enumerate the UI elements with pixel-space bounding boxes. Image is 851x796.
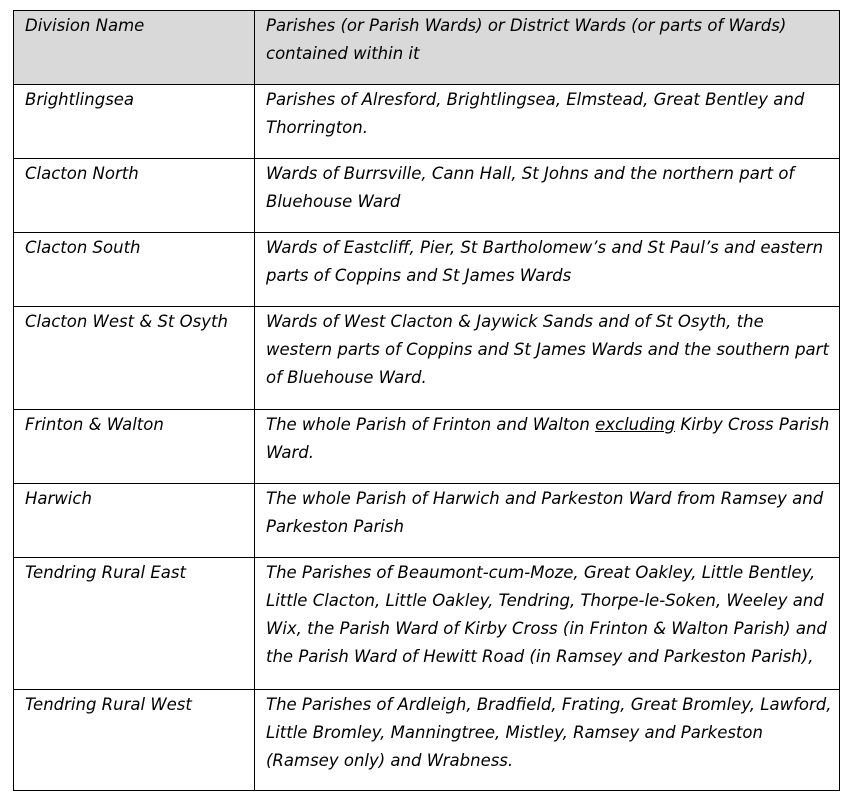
division-name-cell: Clacton South xyxy=(14,232,255,306)
division-name-cell: Harwich xyxy=(14,483,255,557)
division-name-cell: Tendring Rural West xyxy=(14,689,255,791)
division-contents-cell xyxy=(255,409,840,483)
division-contents-cell: Wards of Eastcliff, Pier, St Bartholomew’s and St Paul’s and eastern parts of Coppins and St James Wards xyxy=(255,232,840,306)
contents-emphasis-underlined: excluding xyxy=(595,414,676,434)
division-name-cell: Clacton West & St Osyth xyxy=(14,306,255,409)
table-row xyxy=(14,306,840,409)
table-header-row xyxy=(14,11,840,85)
division-name-cell: Brightlingsea xyxy=(14,84,255,158)
division-name-cell: Tendring Rural East xyxy=(14,557,255,689)
division-name-cell: Frinton & Walton xyxy=(14,409,255,483)
table-row xyxy=(14,232,840,306)
division-contents-cell: The whole Parish of Harwich and Parkeston Ward from Ramsey and Parkeston Parish xyxy=(255,483,840,557)
contents-text-before: The whole Parish of Frinton and Walton xyxy=(266,414,590,434)
division-contents-cell: Parishes of Alresford, Brightlingsea, Elmstead, Great Bentley and Thorrington. xyxy=(255,84,840,158)
table-row xyxy=(14,483,840,557)
table-row xyxy=(14,557,840,689)
table-row xyxy=(14,409,840,483)
contents-text-after: Kirby Cross Parish Ward. xyxy=(266,414,830,462)
table-row xyxy=(14,158,840,232)
divisions-table xyxy=(13,10,840,791)
division-contents-cell: The Parishes of Ardleigh, Bradfield, Frating, Great Bromley, Lawford, Little Bromley, Manningtree, Mistley, Ramsey and Parkeston (Ramsey only) and Wrabness. xyxy=(255,689,840,791)
header-division-name: Division Name xyxy=(14,11,255,85)
division-contents-cell: Wards of West Clacton & Jaywick Sands and of St Osyth, the western parts of Coppins and St James Wards and the southern part of Bluehouse Ward. xyxy=(255,306,840,409)
table-row xyxy=(14,84,840,158)
division-contents-cell: The Parishes of Beaumont-cum-Moze, Great Oakley, Little Bentley, Little Clacton, Little Oakley, Tendring, Thorpe-le-Soken, Weeley and Wix, the Parish Ward of Kirby Cross (in Frinton & Walton Parish) and the Parish Ward of Hewitt Road (in Ramsey and Parkeston Parish), xyxy=(255,557,840,689)
division-contents-cell: Wards of Burrsville, Cann Hall, St Johns and the northern part of Bluehouse Ward xyxy=(255,158,840,232)
table-row xyxy=(14,689,840,791)
header-contents: Parishes (or Parish Wards) or District Wards (or parts of Wards) contained within it xyxy=(255,11,840,85)
division-name-cell: Clacton North xyxy=(14,158,255,232)
